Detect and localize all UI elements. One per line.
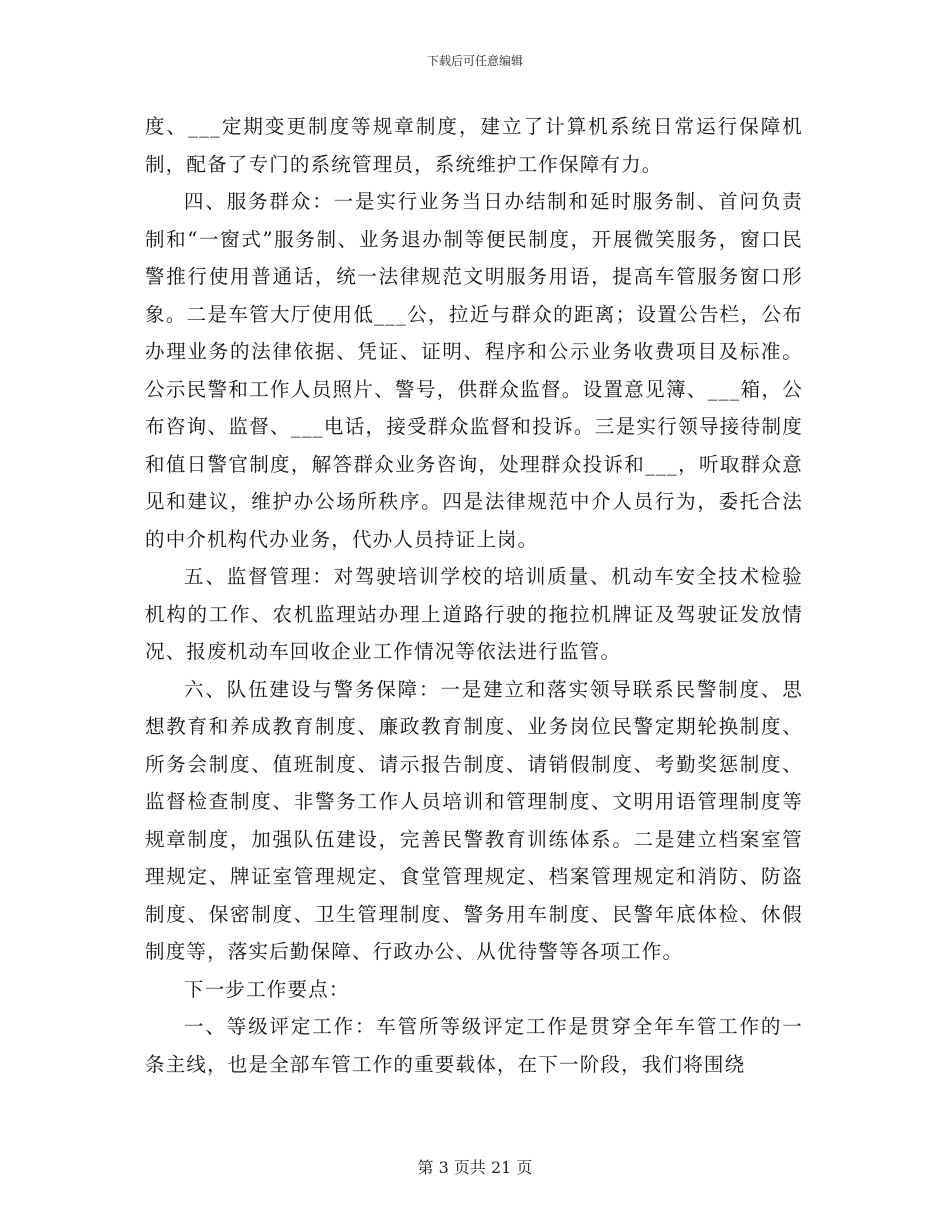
page-number: 第 3 页共 21 页 [417, 1158, 533, 1177]
paragraph-team-building: 六、队伍建设与警务保障：一是建立和落实领导联系民警制度、思想教育和养成教育制度、廉政教育制度、业务岗位民警定期轮换制度、所务会制度、值班制度、请示报告制度、请销假制度、考勤奖惩制度、监督检查制度、非警务工作人员培训和管理制度、文明用语管理制度等规章制度，加强队伍建设，完善民警教育训练体系。二是建立档案室管理规定、牌证室管理规定、食堂管理规定、档案管理规定和消防、防盗制度、保密制度、卫生管理制度、警务用车制度、民警年底体检、休假制度等，落实后勤保障、行政办公、从优待警等各项工作。 [145, 677, 803, 963]
paragraph-rating-work: 一、等级评定工作：车管所等级评定工作是贯穿全年车管工作的一条主线，也是全部车管工作的重要载体，在下一阶段，我们将围绕 [145, 1015, 803, 1076]
paragraph-supervision: 五、监督管理：对驾驶培训学校的培训质量、机动车安全技术检验机构的工作、农机监理站办理上道路行驶的拖拉机牌证及驾驶证发放情况、报废机动车回收企业工作情况等依法进行监管。 [145, 565, 803, 663]
paragraph-service: 四、服务群众：一是实行业务当日办结制和延时服务制、首问负责制和“一窗式”服务制、业务退办制等便民制度，开展微笑服务，窗口民警推行使用普通话，统一法律规范文明服务用语，提高车管服务窗口形象。二是车管大厅使用低___公，拉近与群众的距离；设置公告栏，公布办理业务的法律依据、凭证、证明、程序和公示业务收费项目及标准。公示民警和工作人员照片、警号，供群众监督。设置意见簿、___箱，公布咨询、监督、___电话，接受群众监督和投诉。三是实行领导接待制度和值日警官制度，解答群众业务咨询，处理群众投诉和___，听取群众意见和建议，维护办公场所秩序。四是法律规范中介人员行为，委托合法的中介机构代办业务，代办人员持证上岗。 [145, 190, 803, 551]
page-header-note: 下载后可任意编辑 [426, 54, 523, 68]
document-body [145, 108, 803, 1083]
paragraph-next-steps-heading: 下一步工作要点： [184, 977, 350, 1001]
paragraph-1: 度、___定期变更制度等规章制度，建立了计算机系统日常运行保障机制，配备了专门的系统管理员，系统维护工作保障有力。 [145, 115, 803, 176]
